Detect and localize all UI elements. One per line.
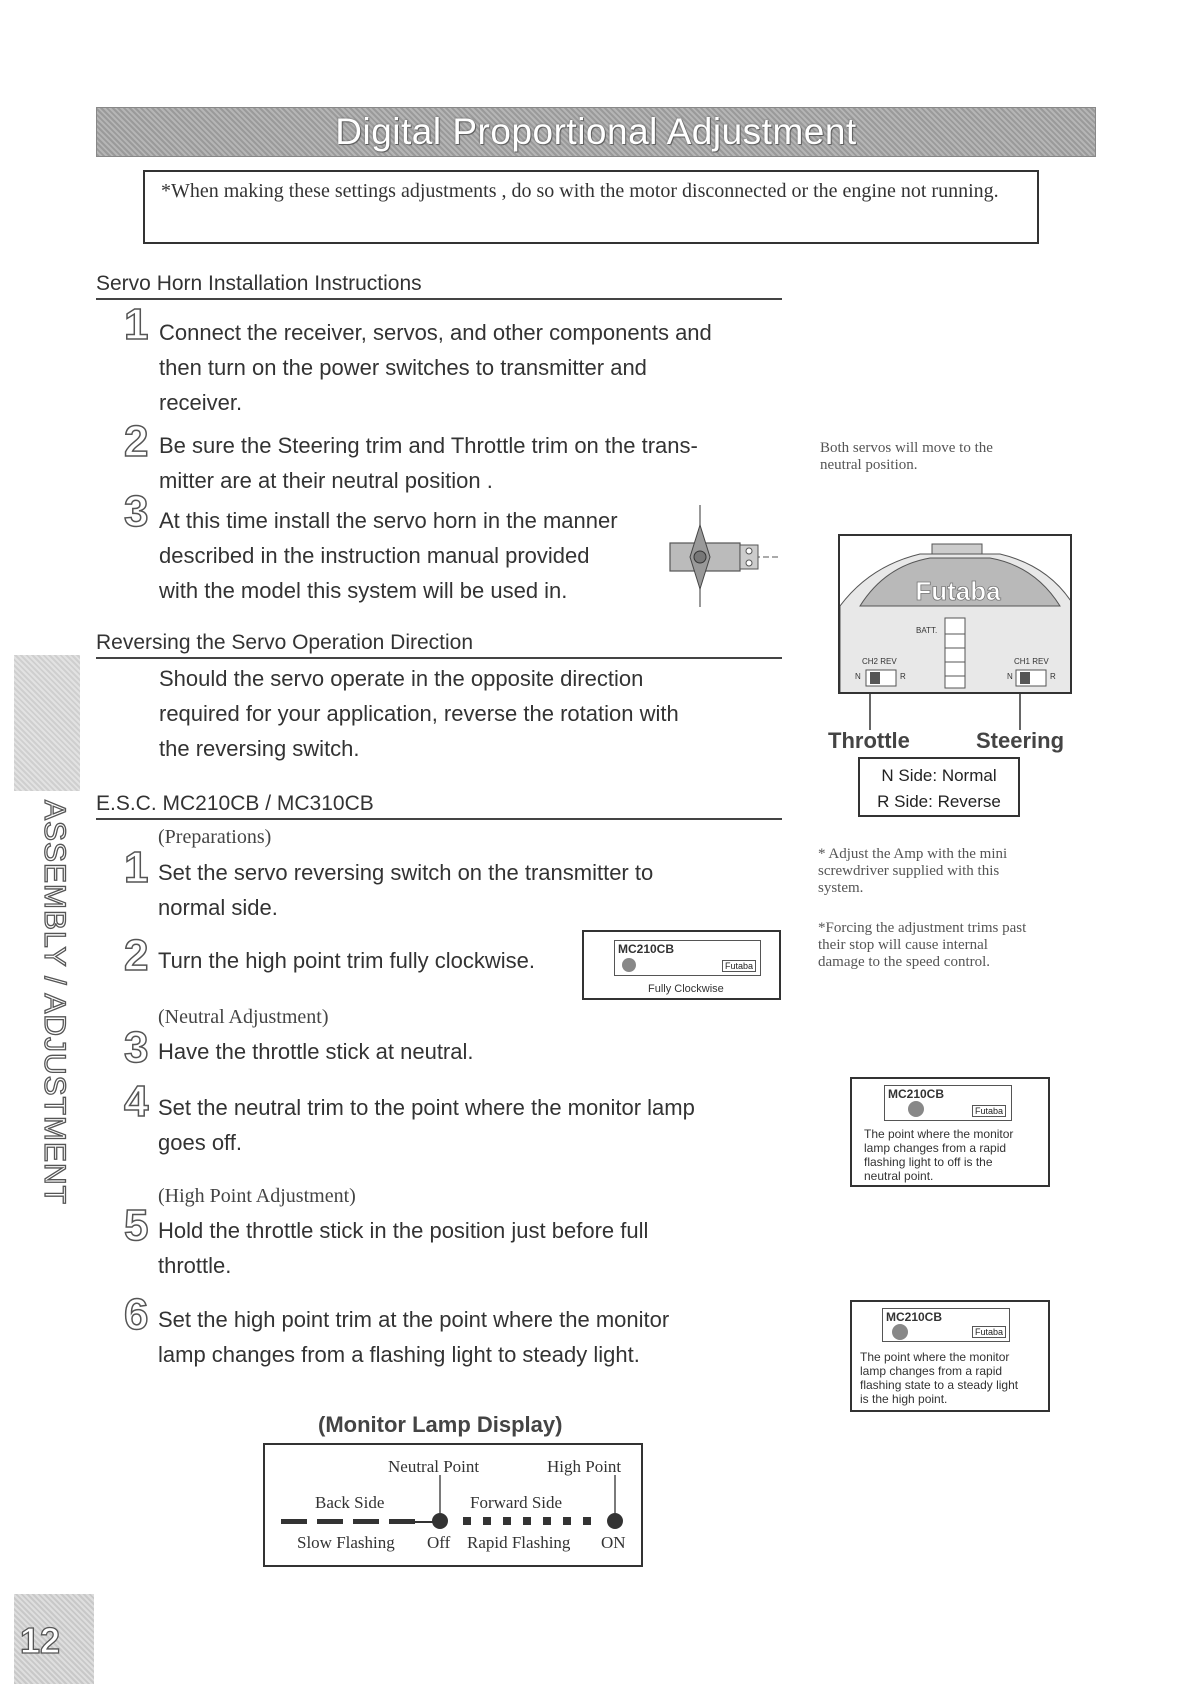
step-text	[158, 1213, 778, 1283]
caption-line: flashing light to off is the	[864, 1155, 993, 1169]
title-banner	[96, 107, 1096, 157]
step-number: 2	[124, 417, 149, 466]
step-text	[158, 855, 758, 925]
figure-caption: Fully Clockwise	[648, 983, 724, 995]
step-number: 1	[124, 300, 149, 349]
trim-knob-icon	[622, 958, 636, 972]
step-text	[159, 428, 759, 498]
text-line: required for your application, reverse the rotation with	[159, 701, 679, 726]
caption-line: lamp changes from a rapid	[864, 1141, 1007, 1155]
step-number: 5	[124, 1201, 149, 1250]
step-text	[159, 315, 759, 420]
high-point-adjustment-label: (High Point Adjustment)	[158, 1185, 356, 1207]
section-divider	[96, 298, 782, 300]
throttle-label: Throttle	[828, 728, 910, 753]
batt-label: BATT.	[916, 626, 938, 635]
step-line: lamp changes from a flashing light to steady light.	[158, 1342, 640, 1367]
ch1-rev-label: CH1 REV	[1014, 657, 1049, 666]
side-note-forcing	[818, 920, 1088, 971]
caption-line: is the high point.	[860, 1392, 948, 1406]
note-line: Both servos will move to the	[820, 440, 993, 456]
steering-label: Steering	[976, 728, 1065, 753]
step-text	[158, 943, 578, 978]
switch-legend	[858, 757, 1020, 817]
transmitter-drawing	[840, 536, 1072, 694]
side-tab-shade	[14, 655, 80, 791]
esc-model: MC210CB	[886, 1310, 943, 1324]
note-line: their stop will cause internal	[818, 937, 988, 953]
step-line: Have the throttle stick at neutral.	[158, 1039, 474, 1064]
side-note-neutral	[820, 440, 1060, 474]
step-line: described in the instruction manual provided	[159, 543, 590, 568]
esc-model: MC210CB	[888, 1087, 945, 1101]
step-number: 3	[124, 1023, 149, 1072]
preparations-label: (Preparations)	[158, 826, 272, 848]
note-line: system.	[818, 880, 864, 896]
step-number: 6	[124, 1290, 149, 1339]
esc-figure-high-point	[850, 1300, 1050, 1412]
text-line: the reversing switch.	[159, 736, 360, 761]
on-label: ON	[601, 1533, 626, 1552]
caption-line: flashing state to a steady light	[860, 1378, 1019, 1392]
slow-flashing-label: Slow Flashing	[297, 1533, 395, 1552]
n-side-label: N Side: Normal	[881, 766, 997, 785]
esc-model: MC210CB	[618, 942, 675, 956]
trim-knob-icon	[908, 1101, 924, 1117]
ch2-rev-label: CH2 REV	[862, 657, 897, 666]
r-label: R	[1050, 672, 1056, 681]
r-label: R	[900, 672, 906, 681]
figure-caption	[864, 1127, 1044, 1183]
n-label: N	[855, 672, 861, 681]
step-line: Be sure the Steering trim and Throttle trim on the trans-	[159, 433, 698, 458]
section-divider	[96, 657, 782, 659]
high-point-label: High Point	[547, 1457, 622, 1476]
step-line: Connect the receiver, servos, and other components and	[159, 320, 712, 345]
esc-brand: Futaba	[972, 1326, 1006, 1338]
side-tab-label: ASSEMBLY / ADJUSTMENT	[38, 800, 71, 1205]
step-line: Hold the throttle stick in the position just before full	[158, 1218, 649, 1243]
caption-line: lamp changes from a rapid	[860, 1364, 1003, 1378]
section-heading-reversing: Reversing the Servo Operation Direction	[96, 631, 474, 654]
note-line: neutral position.	[820, 457, 918, 473]
step-line: then turn on the power switches to transmitter and	[159, 355, 647, 380]
caption-line: neutral point.	[864, 1169, 934, 1183]
reversing-text	[159, 661, 779, 766]
section-divider	[96, 818, 782, 820]
esc-brand: Futaba	[972, 1105, 1006, 1117]
section-heading-esc: E.S.C. MC210CB / MC310CB	[96, 792, 374, 815]
servo-horn-illustration	[640, 505, 785, 610]
trim-knob-icon	[892, 1324, 908, 1340]
step-line: mitter are at their neutral position .	[159, 468, 493, 493]
page-number: 12	[20, 1620, 61, 1661]
esc-figure-neutral-point	[850, 1077, 1050, 1187]
figure-caption	[860, 1350, 1048, 1406]
step-line: Turn the high point trim fully clockwise.	[158, 948, 535, 973]
step-line: At this time install the servo horn in the manner	[159, 508, 618, 533]
section-heading-servo-horn: Servo Horn Installation Instructions	[96, 272, 422, 295]
step-line: with the model this system will be used in.	[159, 578, 568, 603]
step-line: receiver.	[159, 390, 243, 415]
step-line: Set the servo reversing switch on the transmitter to	[158, 860, 654, 885]
step-text	[158, 1034, 758, 1069]
step-line: normal side.	[158, 895, 278, 920]
caption-line: The point where the monitor	[864, 1127, 1014, 1141]
neutral-point-label: Neutral Point	[388, 1457, 480, 1476]
page-title: Digital Proportional Adjustment	[335, 111, 857, 152]
step-text	[158, 1302, 778, 1372]
step-line: Set the neutral trim to the point where the monitor lamp	[158, 1095, 695, 1120]
note-line: * Adjust the Amp with the mini	[818, 846, 1008, 862]
warning-note: *When making these settings adjustments , do so with the motor disconnected or the engine not running.	[143, 170, 1039, 244]
brand-logo: Futaba	[915, 576, 1001, 606]
off-label: Off	[427, 1533, 451, 1552]
note-line: damage to the speed control.	[818, 954, 991, 970]
side-note-amp	[818, 846, 1078, 897]
step-number: 2	[124, 931, 149, 980]
step-number: 3	[124, 487, 149, 536]
back-side-label: Back Side	[315, 1493, 385, 1512]
step-line: throttle.	[158, 1253, 232, 1278]
pointer-lines	[860, 694, 1040, 730]
forward-side-label: Forward Side	[470, 1493, 563, 1512]
esc-figure-fully-clockwise	[582, 930, 781, 1000]
caption-line: The point where the monitor	[860, 1350, 1010, 1364]
transmitter-figure	[838, 534, 1072, 694]
text-line: Should the servo operate in the opposite direction	[159, 666, 644, 691]
monitor-lamp-box	[263, 1443, 643, 1567]
note-line: screwdriver supplied with this	[818, 863, 1000, 879]
monitor-title: (Monitor Lamp Display)	[318, 1412, 563, 1437]
step-number: 4	[124, 1077, 149, 1126]
side-tab	[24, 800, 84, 1205]
r-side-label: R Side: Reverse	[877, 792, 1001, 811]
rapid-flashing-label: Rapid Flashing	[467, 1533, 571, 1552]
step-number: 1	[124, 843, 149, 892]
step-text	[158, 1090, 778, 1160]
neutral-adjustment-label: (Neutral Adjustment)	[158, 1006, 329, 1028]
step-line: Set the high point trim at the point where the monitor	[158, 1307, 670, 1332]
step-line: goes off.	[158, 1130, 242, 1155]
esc-brand: Futaba	[722, 960, 756, 972]
n-label: N	[1007, 672, 1013, 681]
note-line: *Forcing the adjustment trims past	[818, 920, 1027, 936]
step-text	[159, 503, 679, 608]
